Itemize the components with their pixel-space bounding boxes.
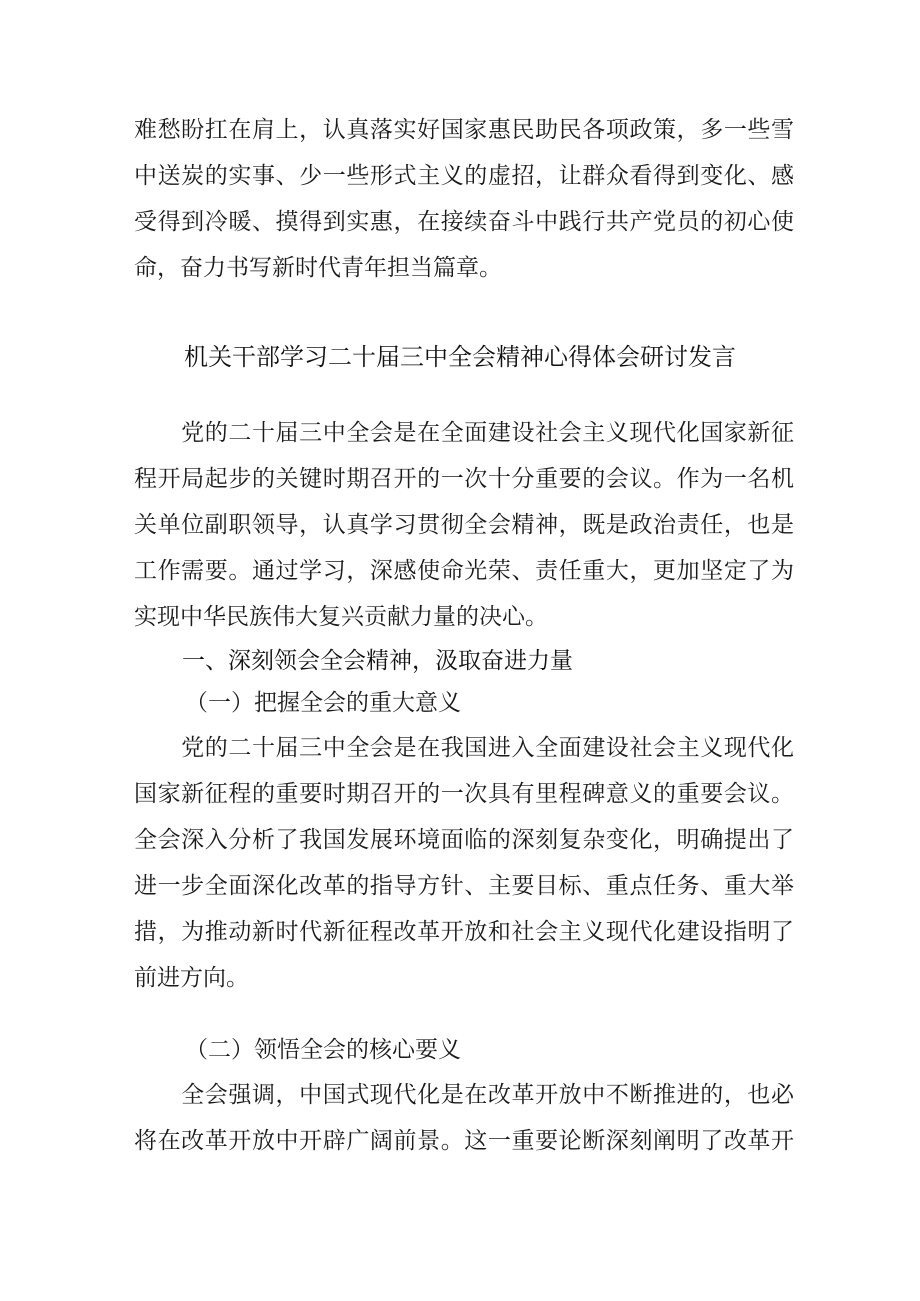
paragraph-line: 工作需要。通过学习，深感使命光荣、责任重大，更加坚定了为 — [134, 558, 794, 584]
paragraph-line: 全会强调，中国式现代化是在改革开放中不断推进的，也必 — [134, 1082, 794, 1108]
paragraph-line: 难愁盼扛在肩上，认真落实好国家惠民助民各项政策，多一些雪 — [134, 117, 794, 143]
subsection-heading: （二）领悟全会的核心要义 — [185, 1037, 461, 1063]
paragraph-line: 中送炭的实事、少一些形式主义的虚招，让群众看得到变化、感 — [134, 163, 794, 189]
paragraph-line: 全会深入分析了我国发展环境面临的深刻复杂变化，明确提出了 — [134, 827, 794, 853]
paragraph-line: 实现中华民族伟大复兴贡献力量的决心。 — [134, 604, 548, 630]
section-heading: 一、深刻领会全会精神，汲取奋进力量 — [182, 648, 573, 674]
paragraph-line: 措，为推动新时代新征程改革开放和社会主义现代化建设指明了 — [134, 919, 794, 945]
paragraph-line: 将在改革开放中开辟广阔前景。这一重要论断深刻阐明了改革开 — [134, 1128, 794, 1154]
article-title: 机关干部学习二十届三中全会精神心得体会研讨发言 — [184, 343, 736, 371]
subsection-heading: （一）把握全会的重大意义 — [185, 690, 461, 716]
paragraph-line: 进一步全面深化改革的指导方针、主要目标、重点任务、重大举 — [134, 873, 794, 899]
paragraph-line: 国家新征程的重要时期召开的一次具有里程碑意义的重要会议。 — [134, 781, 794, 807]
paragraph-line: 程开局起步的关键时期召开的一次十分重要的会议。作为一名机 — [134, 466, 794, 492]
paragraph-line: 受得到冷暖、摸得到实惠，在接续奋斗中践行共产党员的初心使 — [134, 209, 794, 235]
paragraph-line: 前进方向。 — [134, 965, 249, 991]
paragraph-line: 党的二十届三中全会是在全面建设社会主义现代化国家新征 — [134, 420, 794, 446]
paragraph-line: 关单位副职领导，认真学习贯彻全会精神，既是政治责任，也是 — [134, 512, 794, 538]
paragraph-line: 党的二十届三中全会是在我国进入全面建设社会主义现代化 — [134, 735, 794, 761]
paragraph-line: 命，奋力书写新时代青年担当篇章。 — [134, 255, 502, 281]
